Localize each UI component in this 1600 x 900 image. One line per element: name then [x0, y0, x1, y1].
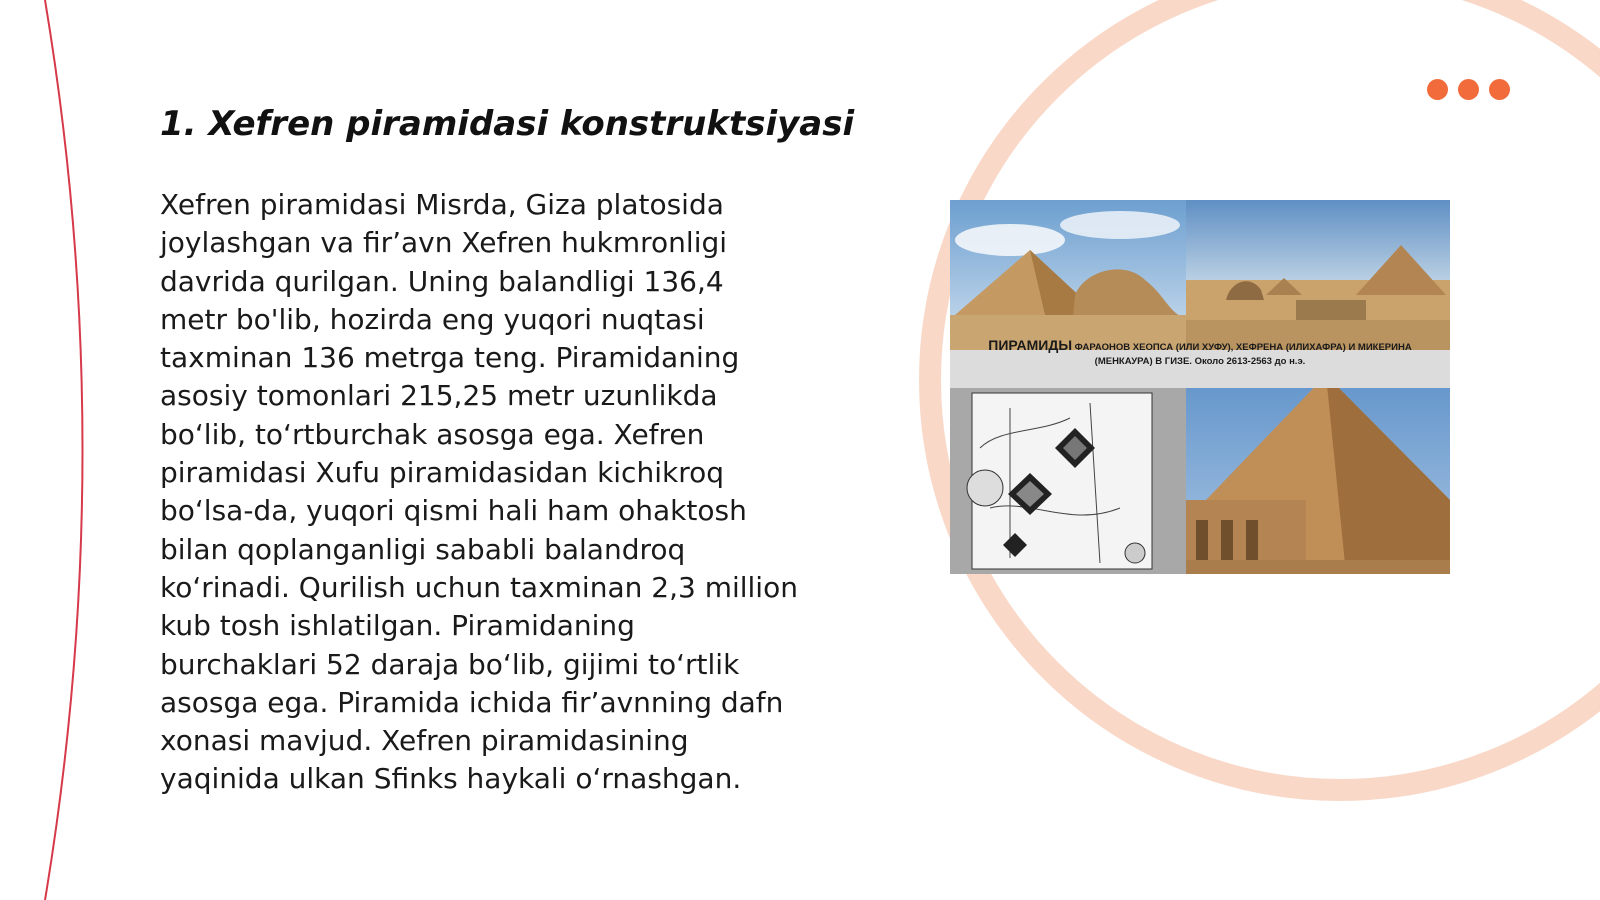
- figure-caption-line2: (МЕНКАУРА) В ГИЗЕ. Около 2613-2563 до н.э.: [1094, 356, 1306, 367]
- body-text-line: burchaklari 52 daraja bo‘lib, gijimi to‘rtlik: [160, 647, 740, 681]
- photo-sphinx-pyramid: [950, 200, 1186, 350]
- body-text-line: Xefren piramidasi Misrda, Giza platosida: [160, 188, 724, 221]
- body-text-line: yaqinida ulkan Sfinks haykali o‘rnashgan.: [160, 762, 742, 796]
- body-text-line: kub tosh ishlatilgan. Piramidaning: [160, 609, 635, 643]
- body-text-line: piramidasi Xufu piramidasidan kichikroq: [160, 456, 724, 490]
- map-illustration: [950, 388, 1186, 574]
- body-text-line: davrida qurilgan. Uning balandligi 136,4: [160, 264, 724, 298]
- slide-body-text: [160, 186, 850, 799]
- dot-3: [1489, 79, 1510, 100]
- caption-lead: ПИРАМИДЫ: [988, 337, 1073, 353]
- slide-title: 1. Xefren piramidasi konstruktsiyasi: [160, 104, 855, 144]
- left-red-curve: [45, 0, 83, 900]
- body-text-line: bo‘lsa-da, yuqori qismi hali ham ohaktosh: [160, 494, 747, 528]
- photo-giza-plateau: [1186, 200, 1450, 350]
- body-text-line: bilan qoplanganligi sababli balandroq: [160, 532, 686, 566]
- body-text-line: asosga ega. Piramida ichida fir’avnning dafn: [160, 685, 784, 719]
- body-text-line: taxminan 136 metrga teng. Piramidaning: [160, 341, 740, 375]
- body-text-line: asosiy tomonlari 215,25 metr uzunlikda: [160, 379, 718, 413]
- caption-rest: ФАРАОНОВ ХЕОПСА (ИЛИ ХУФУ), ХЕФРЕНА (ИЛИХАФРА) И МИКЕРИНА: [1072, 342, 1412, 353]
- body-text-line: bo‘lib, to‘rtburchak asosga ega. Xefren: [160, 417, 705, 451]
- figure-caption-line1: [950, 337, 1450, 356]
- pyramids-figure: [950, 200, 1450, 574]
- more-dots-icon[interactable]: [1427, 79, 1510, 100]
- dot-1: [1427, 79, 1448, 100]
- body-text-line: metr bo'lib, hozirda eng yuqori nuqtasi: [160, 302, 705, 336]
- body-text-line: xonasi mavjud. Xefren piramidasining: [160, 724, 689, 758]
- dot-2: [1458, 79, 1479, 100]
- body-text-line: joylashgan va fir’avn Xefren hukmronligi: [160, 226, 728, 260]
- body-text-line: ko‘rinadi. Qurilish uchun taxminan 2,3 million: [160, 570, 798, 604]
